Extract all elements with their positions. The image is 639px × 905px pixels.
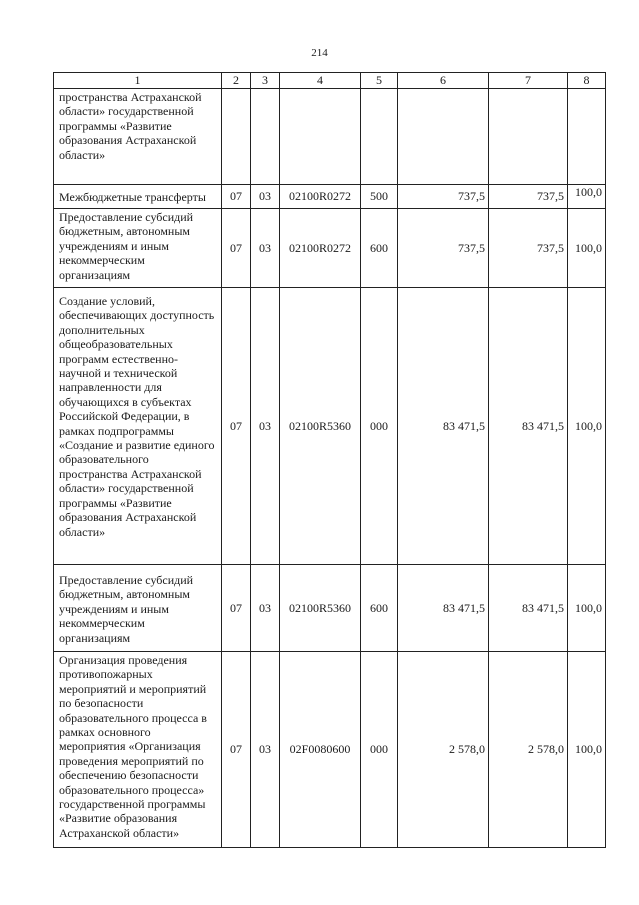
table-row — [54, 565, 606, 652]
row-name: Создание условий, обеспечивающих доступность дополнительных общеобразовательных программ естественно-научной и технической направленности для обучающихся в субъектах Российской Федерации, в рамках подпрограммы «Создание и развитие единого образовательного пространства Астраханской области» государственной программы «Развитие образования Астраханской области» — [54, 288, 222, 565]
table-row — [54, 288, 606, 565]
cell-col7 — [489, 89, 568, 185]
cell-col6: 83 471,5 — [398, 288, 489, 565]
cell-col7: 83 471,5 — [489, 288, 568, 565]
cell-col6: 2 578,0 — [398, 652, 489, 848]
header-cell: 1 — [54, 73, 222, 89]
cell-col7: 737,5 — [489, 185, 568, 209]
cell-col8: 100,0 — [568, 652, 606, 848]
header-cell: 2 — [222, 73, 251, 89]
table-row — [54, 209, 606, 288]
cell-col7: 2 578,0 — [489, 652, 568, 848]
row-name: пространства Астраханской области» государственной программы «Развитие образования Астраханской области» — [54, 89, 222, 185]
row-name: Предоставление субсидий бюджетным, автономным учреждениям и иным некоммерческим организациям — [54, 209, 222, 288]
header-cell: 3 — [251, 73, 280, 89]
cell-col4 — [280, 89, 361, 185]
cell-col4: 02100R0272 — [280, 209, 361, 288]
cell-col3 — [251, 89, 280, 185]
cell-col4: 02100R5360 — [280, 288, 361, 565]
cell-col4: 02100R0272 — [280, 185, 361, 209]
cell-col7: 737,5 — [489, 209, 568, 288]
cell-col5: 000 — [361, 652, 398, 848]
cell-col6: 737,5 — [398, 209, 489, 288]
header-cell: 5 — [361, 73, 398, 89]
table-row — [54, 652, 606, 848]
cell-col2: 07 — [222, 209, 251, 288]
cell-col8 — [568, 89, 606, 185]
cell-col8: 100,0 — [568, 185, 606, 209]
cell-col3: 03 — [251, 185, 280, 209]
cell-col2 — [222, 89, 251, 185]
cell-col8: 100,0 — [568, 209, 606, 288]
header-row — [54, 73, 606, 89]
cell-col5: 600 — [361, 209, 398, 288]
cell-col8: 100,0 — [568, 565, 606, 652]
cell-col5: 600 — [361, 565, 398, 652]
cell-col2: 07 — [222, 652, 251, 848]
cell-col2: 07 — [222, 288, 251, 565]
cell-col5 — [361, 89, 398, 185]
budget-table — [53, 72, 606, 848]
cell-col2: 07 — [222, 185, 251, 209]
cell-col6: 737,5 — [398, 185, 489, 209]
table-row — [54, 89, 606, 185]
header-cell: 4 — [280, 73, 361, 89]
row-name: Организация проведения противопожарных мероприятий и мероприятий по безопасности образовательного процесса в рамках основного мероприятия «Организация проведения мероприятий по обеспечению безопасности образовательного процесса» государственной программы «Развитие образования Астраханской области» — [54, 652, 222, 848]
cell-col5: 500 — [361, 185, 398, 209]
header-cell: 6 — [398, 73, 489, 89]
cell-col3: 03 — [251, 565, 280, 652]
table-row — [54, 185, 606, 209]
cell-col5: 000 — [361, 288, 398, 565]
row-name: Межбюджетные трансферты — [54, 185, 222, 209]
cell-col6 — [398, 89, 489, 185]
cell-col8: 100,0 — [568, 288, 606, 565]
cell-col3: 03 — [251, 209, 280, 288]
page-number: 214 — [311, 47, 328, 59]
header-cell: 7 — [489, 73, 568, 89]
cell-col4: 02F0080600 — [280, 652, 361, 848]
cell-col3: 03 — [251, 652, 280, 848]
row-name: Предоставление субсидий бюджетным, автономным учреждениям и иным некоммерческим организациям — [54, 565, 222, 652]
cell-col7: 83 471,5 — [489, 565, 568, 652]
cell-col3: 03 — [251, 288, 280, 565]
cell-col6: 83 471,5 — [398, 565, 489, 652]
cell-col2: 07 — [222, 565, 251, 652]
cell-col4: 02100R5360 — [280, 565, 361, 652]
header-cell: 8 — [568, 73, 606, 89]
